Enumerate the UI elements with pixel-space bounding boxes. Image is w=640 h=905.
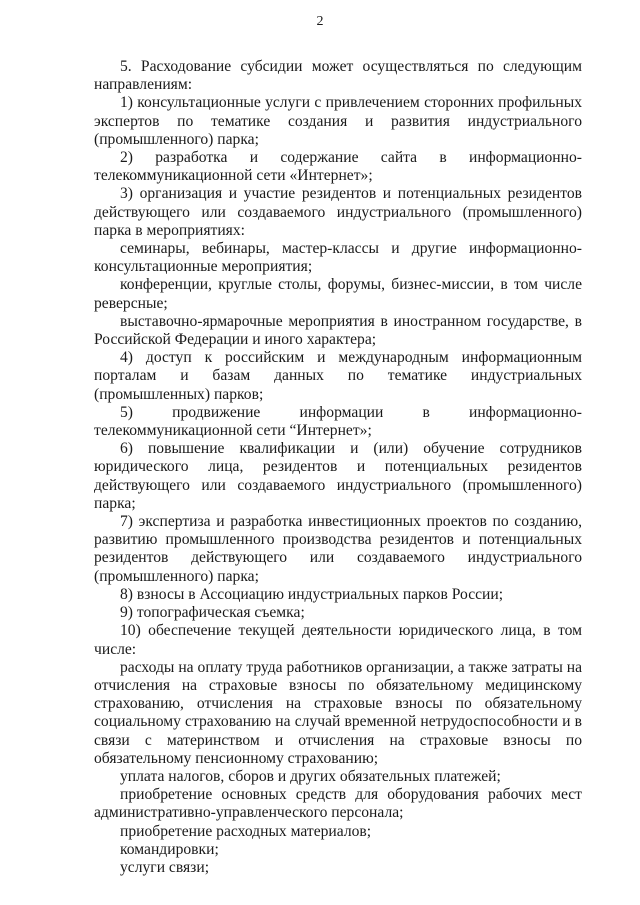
paragraph-labor-costs: расходы на оплату труда работников организации, а также затраты на отчисления на страховые взносы по обязательному медицинскому страхованию, отчисления на страховые взносы по обязательному социальному страхованию на случай временной нетрудоспособности и в связи с материнством и отчисления на страховые взносы по обязательному пенсионному страхованию;: [94, 658, 582, 767]
paragraph-seminars: семинары, вебинары, мастер-классы и другие информационно-консультационные мероприятия;: [94, 240, 582, 276]
paragraph-taxes: уплата налогов, сборов и других обязательных платежей;: [120, 767, 501, 785]
paragraph-item-5-promotion: 5) продвижение информации в информационно-телекоммуникационной сети “Интернет»;: [94, 403, 582, 440]
paragraph-item-4-portals: 4) доступ к российским и международным информационным порталам и базам данных по тематике индустриальных (промышленных) парков;: [94, 349, 582, 403]
paragraph-business-trips: командировки;: [120, 840, 219, 858]
paragraph-section-5-intro: 5. Расходование субсидии может осуществляться по следующим направлениям:: [94, 58, 582, 94]
paragraph-consumables: приобретение расходных материалов;: [120, 822, 372, 840]
paragraph-item-3-events: 3) организация и участие резидентов и потенциальных резидентов действующего или создаваемого индустриального (промышленного) парка в мероприятиях:: [94, 185, 582, 239]
document-body: [94, 58, 582, 877]
paragraph-communication-services: услуги связи;: [120, 858, 210, 876]
paragraph-item-8-association-fees: 8) взносы в Ассоциацию индустриальных парков России;: [120, 585, 504, 603]
paragraph-item-2-website: 2) разработка и содержание сайта в информационно-телекоммуникационной сети «Интернет»;: [94, 149, 582, 185]
paragraph-item-10-current-activities: 10) обеспечение текущей деятельности юридического лица, в том числе:: [94, 622, 582, 658]
paragraph-item-1-consulting: 1) консультационные услуги с привлечением сторонних профильных экспертов по тематике создания и развития индустриального (промышленного) парка;: [94, 94, 582, 148]
paragraph-item-9-topographic-survey: 9) топографическая съемка;: [120, 604, 305, 622]
paragraph-exhibitions: выставочно-ярмарочные мероприятия в иностранном государстве, в Российской Федерации и иного характера;: [94, 312, 582, 349]
paragraph-fixed-assets: приобретение основных средств для оборудования рабочих мест административно-управленческого персонала;: [94, 786, 582, 822]
paragraph-conferences: конференции, круглые столы, форумы, бизнес-миссии, в том числе реверсные;: [94, 276, 582, 312]
paragraph-item-7-expertise: 7) экспертиза и разработка инвестиционных проектов по созданию, развитию промышленного производства резидентов и потенциальных резидентов действующего или создаваемого индустриального (промышленного) парка;: [94, 513, 582, 585]
paragraph-item-6-training: 6) повышение квалификации и (или) обучение сотрудников юридического лица, резидентов и потенциальных резидентов действующего или создаваемого индустриального (промышленного) парка;: [94, 440, 582, 512]
page-number: 2: [316, 14, 324, 29]
